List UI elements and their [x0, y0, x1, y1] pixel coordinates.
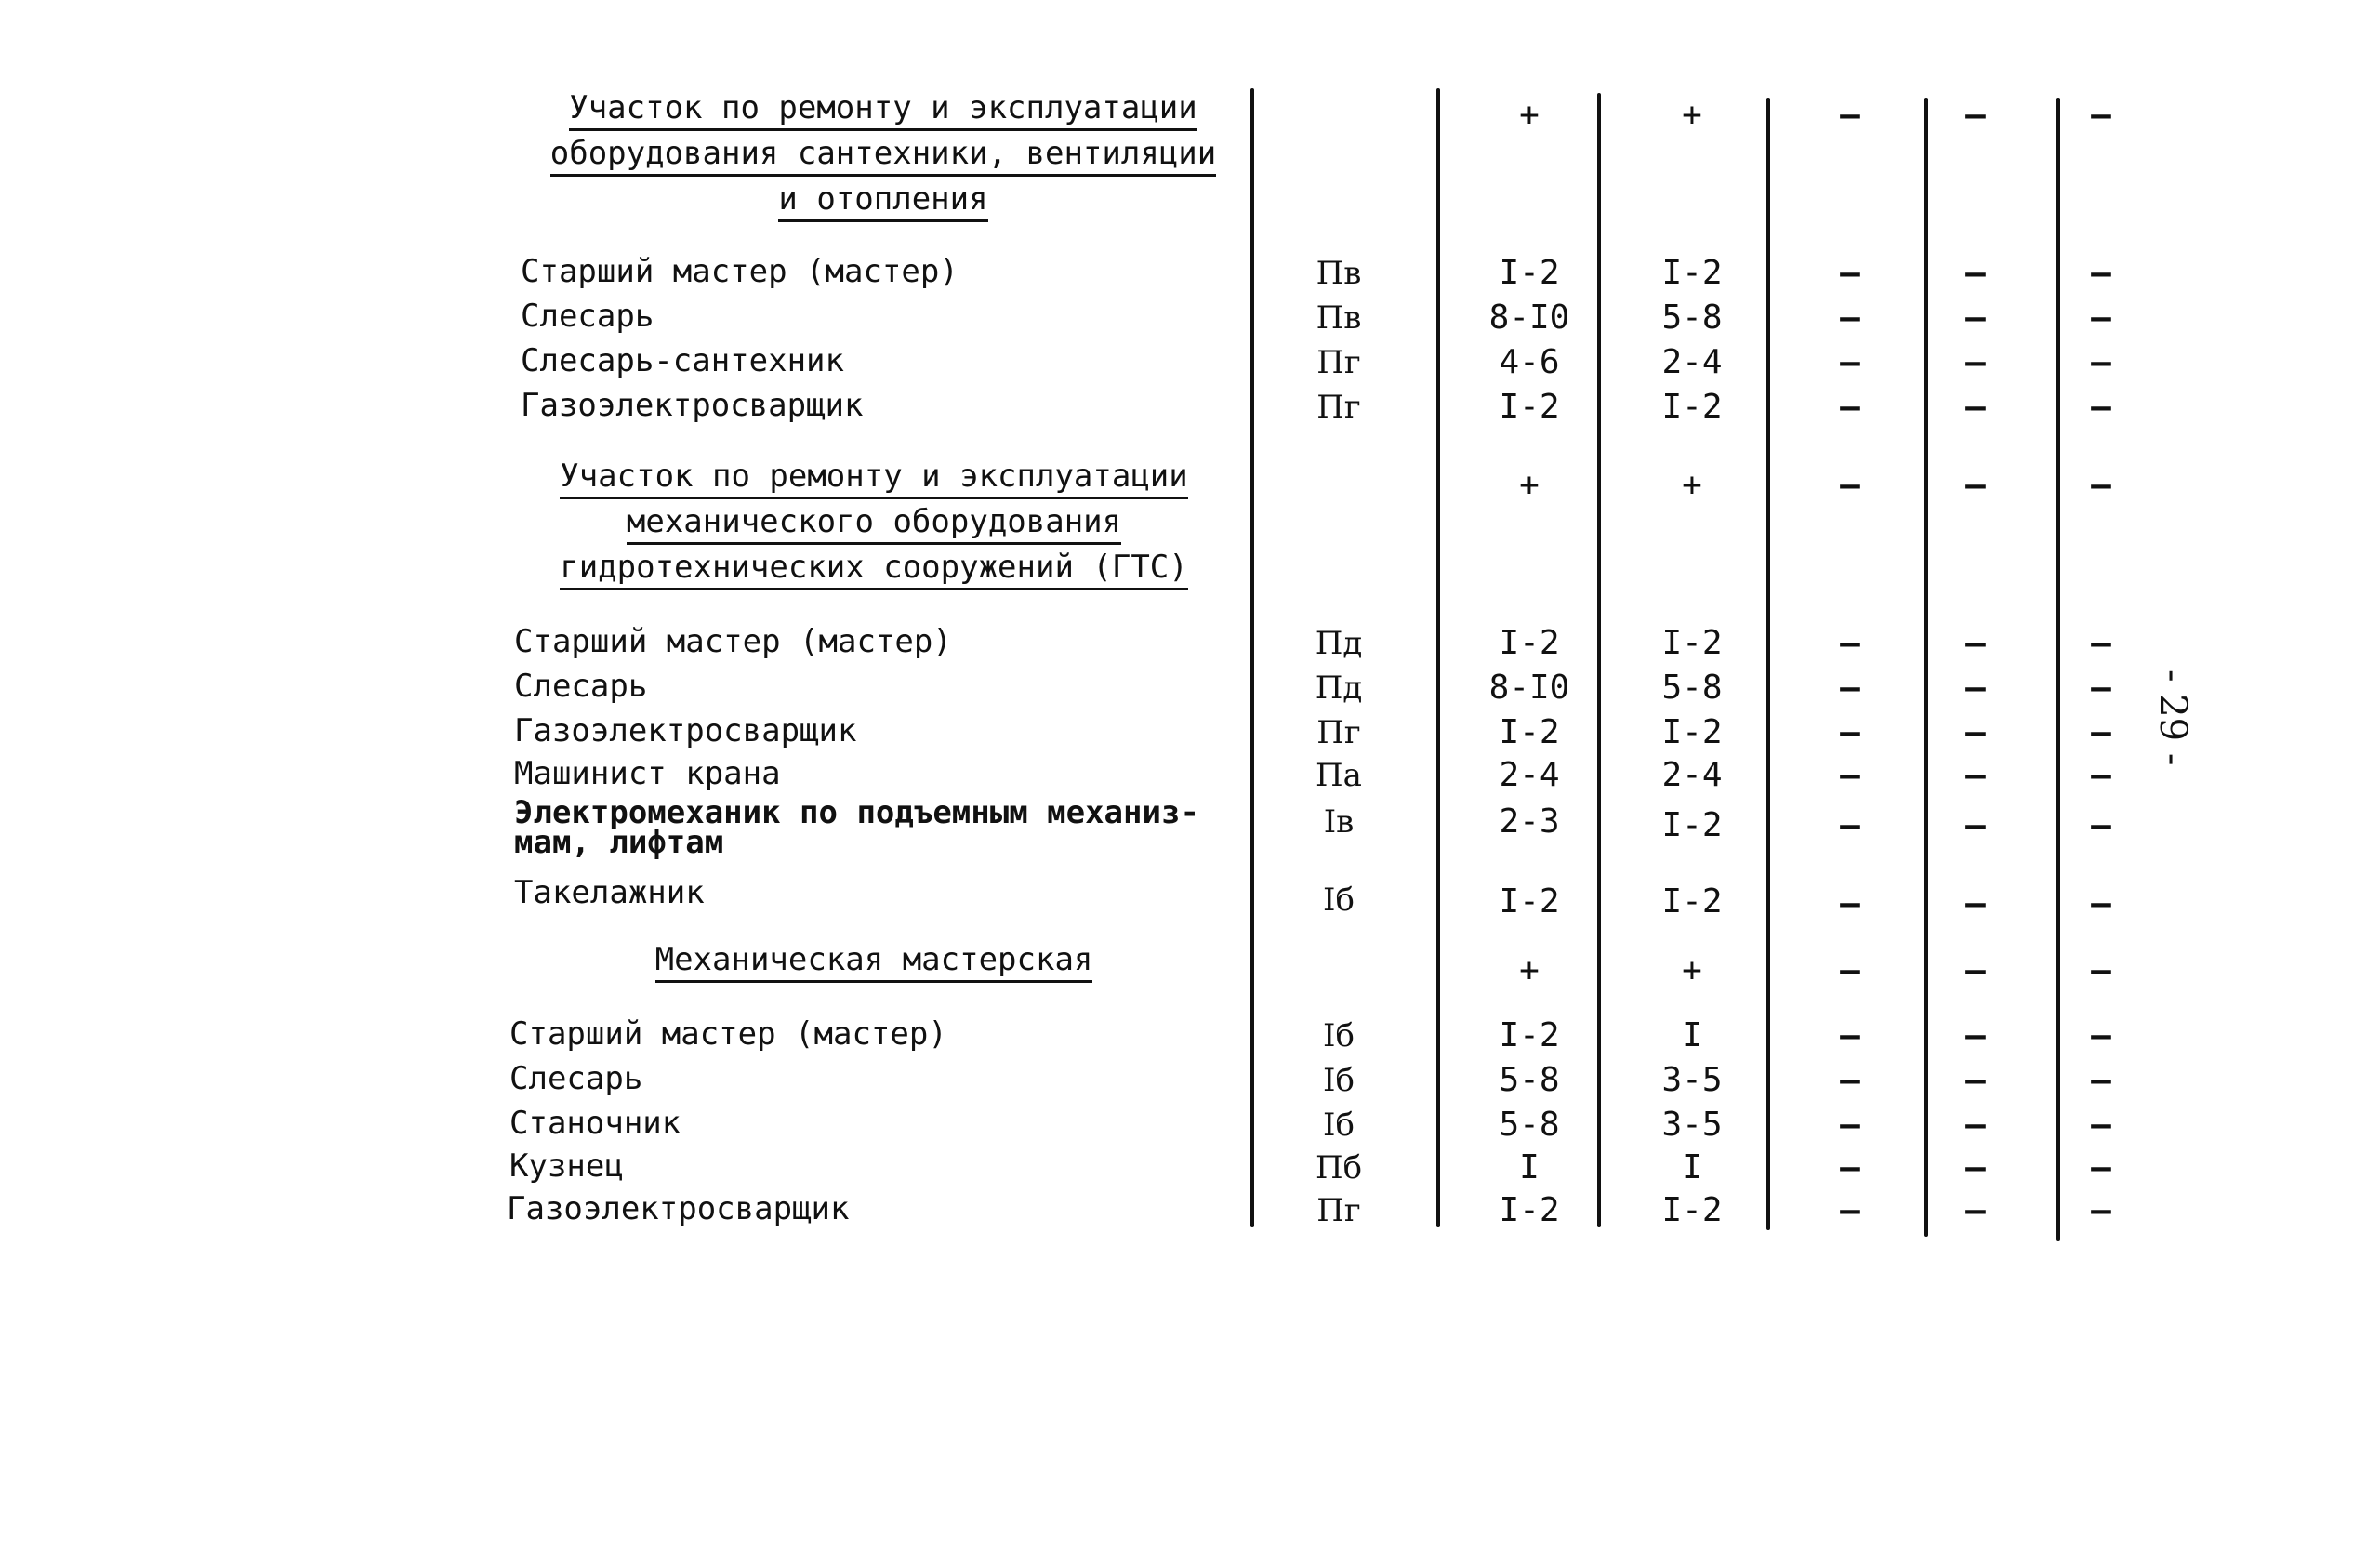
table-row: Газоэлектросварщик Пг I-2 I-2 – – – — [507, 1190, 2111, 1229]
table-row: Слесарь Iб 5-8 3-5 – – – — [509, 1060, 2111, 1099]
section-marks-row: + + – – – — [1519, 466, 2111, 504]
table-row: Слесарь Пв 8-I0 5-8 – – – — [521, 298, 2111, 337]
table-row: Газоэлектросварщик Пг I-2 I-2 – – – — [514, 712, 2111, 751]
section-heading: Участок по ремонту и эксплуатации механического оборудования гидротехнических сооружений (ГТС) — [530, 454, 1218, 590]
table-row: Станочник Iб 5-8 3-5 – – – — [509, 1105, 2111, 1144]
table-row: Такелажник Iб I-2 I-2 – – – — [514, 874, 2111, 922]
table-row: Слесарь Пд 8-I0 5-8 – – – — [514, 668, 2111, 707]
section-marks-row: + + – – – — [1519, 96, 2111, 134]
section-marks-row: + + – – – — [1519, 951, 2111, 989]
section-heading: Механическая мастерская — [530, 937, 1218, 983]
table-row: Старший мастер (мастер) Пд I-2 I-2 – – – — [514, 623, 2111, 662]
table-row: Машинист крана Па 2-4 2-4 – – – — [514, 755, 2111, 794]
table-row: Старший мастер (мастер) Пв I-2 I-2 – – – — [521, 253, 2111, 292]
table-row: Кузнец Пб I I – – – — [509, 1147, 2111, 1186]
page-number: - 29 - — [2151, 669, 2194, 766]
table-row: Старший мастер (мастер) Iб I-2 I – – – — [509, 1015, 2111, 1054]
table-row: Слесарь-сантехник Пг 4-6 2-4 – – – — [521, 342, 2111, 381]
table-row: Газоэлектросварщик Пг I-2 I-2 – – – — [521, 387, 2111, 426]
table-row: Электромеханик по подъемным механиз- мам, лифтам Iв 2-3 I-2 – – – — [514, 794, 2111, 861]
section-heading: Участок по ремонту и эксплуатации оборудования сантехники, вентиляции и отопления — [539, 86, 1227, 222]
